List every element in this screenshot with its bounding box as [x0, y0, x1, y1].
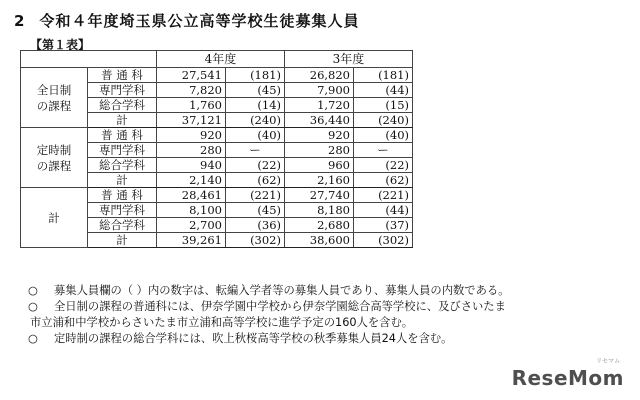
year3-transfer-cell: ー: [354, 143, 413, 158]
year3-value-cell: 2,680: [285, 218, 354, 233]
table-row: [21, 68, 413, 83]
year4-transfer-cell: (181): [226, 68, 285, 83]
year3-value-cell: 1,720: [285, 98, 354, 113]
note-bullet: ○: [28, 284, 38, 297]
year3-value-cell: 7,900: [285, 83, 354, 98]
row-group-label-line: の課程: [36, 158, 72, 173]
year3-value-cell: 8,180: [285, 203, 354, 218]
subject-cell: 総合学科: [88, 158, 157, 173]
year3-transfer-cell: (44): [354, 203, 413, 218]
year3-transfer-cell: (221): [354, 188, 413, 203]
year4-transfer-cell: (45): [226, 203, 285, 218]
year4-transfer-cell: (36): [226, 218, 285, 233]
subject-cell: 専門学科: [88, 203, 157, 218]
year3-value-cell: 27,740: [285, 188, 354, 203]
notes: [28, 283, 636, 347]
note-bullet: ○: [28, 332, 38, 345]
year3-value-cell: 2,160: [285, 173, 354, 188]
row-group-label-line: 定時制: [36, 142, 72, 157]
title-text: 令和４年度埼玉県公立高等学校生徒募集人員: [39, 12, 360, 30]
year4-transfer-cell: (240): [226, 113, 285, 128]
year4-value-cell: 27,541: [157, 68, 226, 83]
year4-transfer-cell: (302): [226, 233, 285, 248]
year4-value-cell: 7,820: [157, 83, 226, 98]
note-line: [28, 299, 636, 315]
subject-cell: 普 通 科: [88, 68, 157, 83]
note-text: 全日制の課程の普通科には、伊奈学園中学校から伊奈学園総合高等学校に、及びさいたま: [54, 300, 506, 313]
row-group-label-line: の課程: [36, 98, 72, 113]
note-text: 定時制の課程の総合学科には、吹上秋桜高等学校の秋季募集人員24人を含む。: [54, 332, 453, 345]
table-label: 【第１表】: [30, 38, 91, 52]
row-group-label-line: 計: [48, 210, 60, 225]
table-row: [21, 128, 413, 143]
year3-transfer-cell: (62): [354, 173, 413, 188]
page-title: [14, 10, 359, 31]
year4-value-cell: 940: [157, 158, 226, 173]
header-blank-cell: [21, 51, 157, 68]
year4-transfer-cell: ー: [226, 143, 285, 158]
year4-transfer-cell: (22): [226, 158, 285, 173]
row-group-label: [21, 188, 88, 248]
subject-cell: 計: [88, 233, 157, 248]
note-text: 募集人員欄の（ ）内の数字は、転編入学者等の募集人員であり、募集人員の内数である。: [54, 284, 510, 297]
year4-value-cell: 8,100: [157, 203, 226, 218]
logo-text: ReseMom: [511, 366, 624, 390]
year4-value-cell: 920: [157, 128, 226, 143]
note-text: 市立浦和中学校からさいたま市立浦和高等学校に進学予定の160人を含む。: [30, 316, 414, 329]
row-group-label-line: 全日制: [36, 82, 72, 97]
header-year-4: 4年度: [157, 51, 285, 68]
subject-cell: 計: [88, 113, 157, 128]
year3-transfer-cell: (181): [354, 68, 413, 83]
note-bullet: ○: [28, 300, 38, 313]
table-row: [21, 188, 413, 203]
year3-transfer-cell: (37): [354, 218, 413, 233]
year3-transfer-cell: (40): [354, 128, 413, 143]
row-group-label: [21, 128, 88, 188]
year4-value-cell: 37,121: [157, 113, 226, 128]
year3-transfer-cell: (15): [354, 98, 413, 113]
year4-value-cell: 2,700: [157, 218, 226, 233]
note-line: [28, 331, 636, 347]
subject-cell: 普 通 科: [88, 188, 157, 203]
logo-subtext: [596, 356, 620, 365]
logo-sub-label: リセマム: [596, 358, 620, 365]
year4-value-cell: 39,261: [157, 233, 226, 248]
year3-transfer-cell: (22): [354, 158, 413, 173]
note-line: [28, 283, 636, 299]
note-line: [28, 315, 636, 331]
year4-transfer-cell: (45): [226, 83, 285, 98]
year4-transfer-cell: (14): [226, 98, 285, 113]
row-group-label: [21, 68, 88, 128]
year4-transfer-cell: (40): [226, 128, 285, 143]
year3-transfer-cell: (240): [354, 113, 413, 128]
section-number: 2: [14, 12, 26, 30]
subject-cell: 専門学科: [88, 143, 157, 158]
year4-value-cell: 280: [157, 143, 226, 158]
year3-value-cell: 26,820: [285, 68, 354, 83]
year4-value-cell: 1,760: [157, 98, 226, 113]
year3-transfer-cell: (44): [354, 83, 413, 98]
year3-value-cell: 38,600: [285, 233, 354, 248]
year4-value-cell: 2,140: [157, 173, 226, 188]
year4-value-cell: 28,461: [157, 188, 226, 203]
year4-transfer-cell: (221): [226, 188, 285, 203]
year3-value-cell: 36,440: [285, 113, 354, 128]
year3-value-cell: 960: [285, 158, 354, 173]
subject-cell: 普 通 科: [88, 128, 157, 143]
subject-cell: 専門学科: [88, 83, 157, 98]
resemom-logo: [512, 366, 624, 390]
subject-cell: 計: [88, 173, 157, 188]
subject-cell: 総合学科: [88, 98, 157, 113]
header-year-3: 3年度: [285, 51, 413, 68]
enrollment-table: [20, 50, 413, 248]
subject-cell: 総合学科: [88, 218, 157, 233]
year3-transfer-cell: (302): [354, 233, 413, 248]
year3-value-cell: 280: [285, 143, 354, 158]
year3-value-cell: 920: [285, 128, 354, 143]
table-header-row: [21, 51, 413, 68]
year4-transfer-cell: (62): [226, 173, 285, 188]
